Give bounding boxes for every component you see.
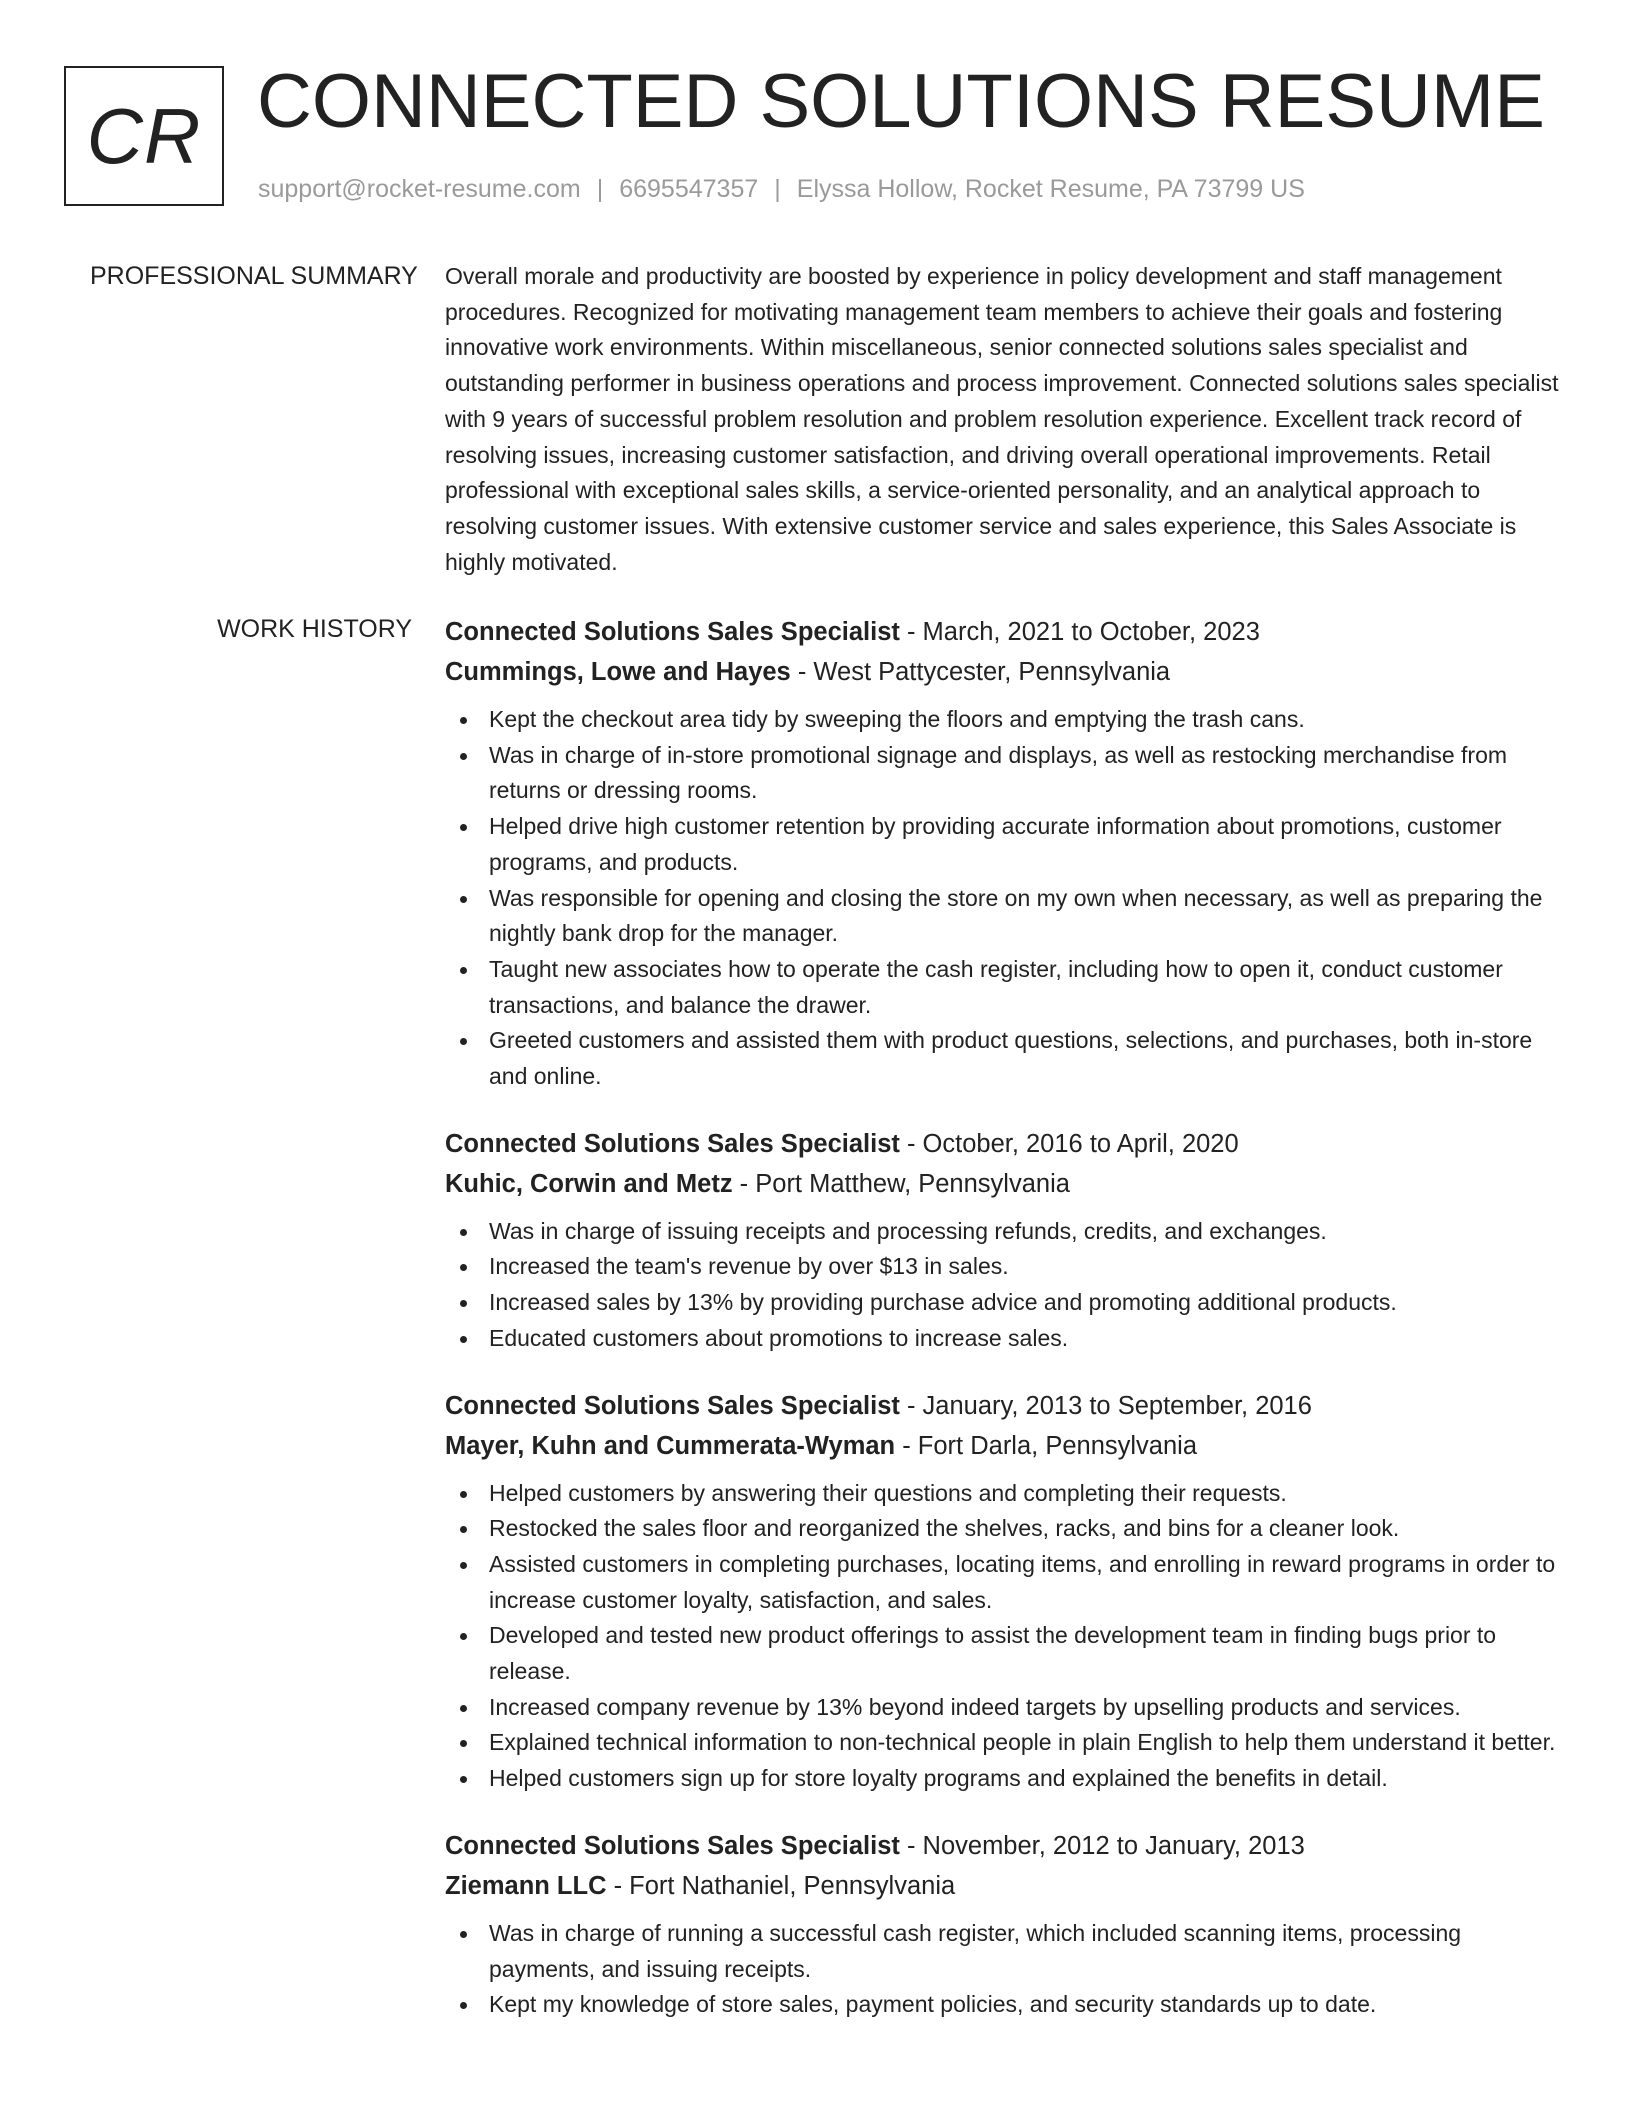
- job-bullet: Increased sales by 13% by providing purchase advice and promoting additional products.: [445, 1285, 1560, 1321]
- job-title-line: [445, 1826, 1560, 1866]
- contact-phone: 6695547357: [619, 175, 759, 203]
- job-bullet: Was in charge of running a successful cash register, which included scanning items, processing payments, and issuing receipts.: [445, 1916, 1560, 1987]
- section-label-work-history: WORK HISTORY: [217, 615, 412, 643]
- job-bullet: Increased company revenue by 13% beyond indeed targets by upselling products and services.: [445, 1690, 1560, 1726]
- job-bullet: Was in charge of issuing receipts and processing refunds, credits, and exchanges.: [445, 1214, 1560, 1250]
- job-bullet: Was responsible for opening and closing the store on my own when necessary, as well as preparing the nightly bank drop for the manager.: [445, 881, 1560, 952]
- job-bullet: Explained technical information to non-technical people in plain English to help them understand it better.: [445, 1725, 1560, 1761]
- job-bullet: Kept my knowledge of store sales, payment policies, and security standards up to date.: [445, 1987, 1560, 2023]
- job-company-line: [445, 1164, 1560, 1204]
- work-history-list: [445, 612, 1560, 2052]
- job-bullet: Increased the team's revenue by over $13 in sales.: [445, 1249, 1560, 1285]
- job-bullet: Helped drive high customer retention by providing accurate information about promotions, customer programs, and products.: [445, 809, 1560, 880]
- job-bullet-list: [445, 1476, 1560, 1797]
- job-dates: - November, 2012 to January, 2013: [899, 1831, 1305, 1860]
- contact-email: support@rocket-resume.com: [258, 175, 581, 203]
- job-title: Connected Solutions Sales Specialist: [445, 1391, 900, 1420]
- job-title: Connected Solutions Sales Specialist: [445, 618, 900, 646]
- job-dates: - October, 2016 to April, 2020: [899, 1129, 1239, 1158]
- job-location: - Port Matthew, Pennsylvania: [732, 1169, 1070, 1198]
- job-location: - Fort Nathaniel, Pennsylvania: [606, 1871, 956, 1900]
- contact-line: [258, 172, 1305, 206]
- job-bullet-list: [445, 702, 1560, 1095]
- contact-separator: |: [774, 175, 781, 203]
- job-bullet: Assisted customers in completing purchases, locating items, and enrolling in reward programs in order to increase customer loyalty, satisfaction, and sales.: [445, 1547, 1560, 1618]
- contact-separator: |: [596, 175, 604, 203]
- job-company-line: [445, 652, 1560, 692]
- job-company: Cummings, Lowe and Hayes: [445, 658, 791, 686]
- resume-title: CONNECTED SOLUTIONS RESUME: [257, 59, 1545, 144]
- job-entry: [445, 1124, 1560, 1357]
- job-bullet: Developed and tested new product offerings to assist the development team in finding bugs prior to release.: [445, 1618, 1560, 1689]
- job-company: Ziemann LLC: [445, 1871, 607, 1900]
- job-bullet: Kept the checkout area tidy by sweeping the floors and emptying the trash cans.: [445, 702, 1560, 738]
- job-title-line: [445, 1124, 1560, 1164]
- monogram-initials: CR: [86, 91, 202, 180]
- job-title-line: [445, 1386, 1560, 1426]
- job-title: Connected Solutions Sales Specialist: [445, 1129, 900, 1158]
- job-bullet: Greeted customers and assisted them with product questions, selections, and purchases, both in-store and online.: [445, 1023, 1560, 1094]
- job-company: Kuhic, Corwin and Metz: [445, 1169, 733, 1198]
- job-location: - West Pattycester, Pennsylvania: [790, 658, 1171, 686]
- job-bullet: Helped customers sign up for store loyalty programs and explained the benefits in detail.: [445, 1761, 1560, 1797]
- job-entry: [445, 1386, 1560, 1797]
- job-bullet: Restocked the sales floor and reorganized the shelves, racks, and bins for a cleaner look.: [445, 1511, 1560, 1547]
- job-bullet-list: [445, 1214, 1560, 1357]
- job-bullet: Taught new associates how to operate the cash register, including how to open it, conduct customer transactions, and balance the drawer.: [445, 952, 1560, 1023]
- job-title-line: [445, 612, 1560, 652]
- job-title: Connected Solutions Sales Specialist: [445, 1831, 900, 1860]
- summary-text: Overall morale and productivity are boosted by experience in policy development and staff management procedures. Recognized for motivating management team members to achieve their goals and fostering innovative work environments. Within miscellaneous, senior connected solutions sales specialist and outstanding performer in business operations and process improvement. Connected solutions sales specialist with 9 years of successful problem resolution and problem resolution experience. Excellent track record of resolving issues, increasing customer satisfaction, and driving overall operational improvements. Retail professional with exceptional sales skills, a service-oriented personality, and an analytical approach to resolving customer issues. With extensive customer service and sales experience, this Sales Associate is highly motivated.: [445, 263, 1559, 575]
- job-company-line: [445, 1866, 1560, 1906]
- job-bullet-list: [445, 1916, 1560, 2023]
- job-company-line: [445, 1426, 1560, 1466]
- monogram-logo: [64, 66, 224, 206]
- job-dates: - March, 2021 to October, 2023: [899, 618, 1260, 646]
- job-entry: [445, 612, 1560, 1095]
- job-bullet: Was in charge of in-store promotional signage and displays, as well as restocking merchandise from returns or dressing rooms.: [445, 738, 1560, 809]
- job-company: Mayer, Kuhn and Cummerata-Wyman: [445, 1431, 896, 1460]
- job-bullet: Helped customers by answering their questions and completing their requests.: [445, 1476, 1560, 1512]
- job-entry: [445, 1826, 1560, 2023]
- job-location: - Fort Darla, Pennsylvania: [895, 1431, 1198, 1460]
- job-bullet: Educated customers about promotions to increase sales.: [445, 1321, 1560, 1357]
- job-dates: - January, 2013 to September, 2016: [899, 1391, 1312, 1420]
- contact-address: Elyssa Hollow, Rocket Resume, PA 73799 US: [796, 175, 1305, 203]
- section-label-summary: PROFESSIONAL SUMMARY: [90, 262, 418, 290]
